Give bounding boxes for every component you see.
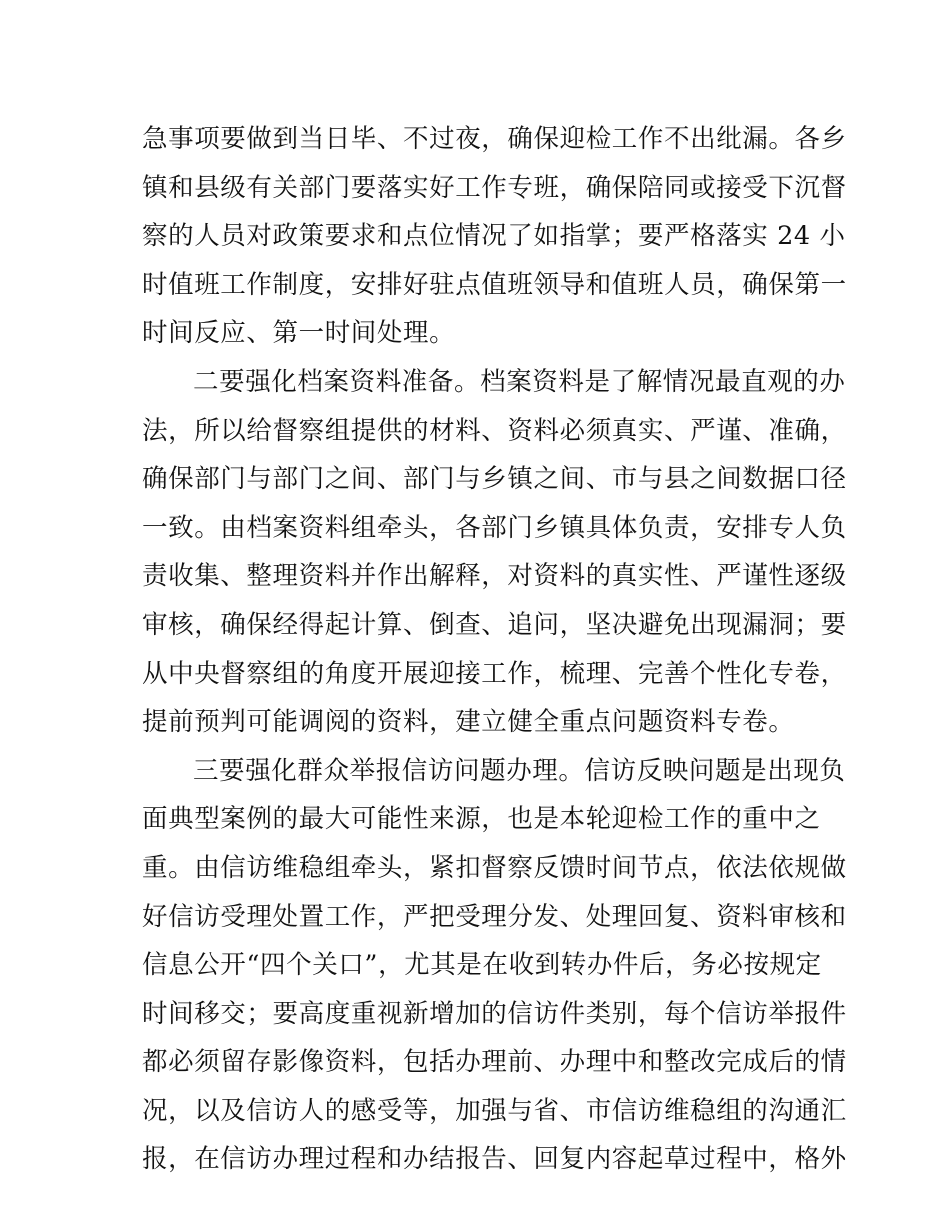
text-line: 面典型案例的最大可能性来源，也是本轮迎检工作的重中之 xyxy=(142,804,821,835)
text-line: 镇和县级有关部门要落实好工作专班，确保陪同或接受下沉督 xyxy=(142,172,847,203)
text-line: 时间移交；要高度重视新增加的信访件类别，每个信访举报件 xyxy=(142,998,847,1029)
text-line: 提前预判可能调阅的资料，建立健全重点问题资料专卷。 xyxy=(142,707,795,738)
text-line: 时值班工作制度，安排好驻点值班领导和值班人员，确保第一 xyxy=(142,269,847,300)
document-body xyxy=(142,115,847,1184)
text-line: 察的人员对政策要求和点位情况了如指掌；要严格落实 24 小 xyxy=(142,221,846,252)
paragraph-continuation xyxy=(142,115,847,358)
text-line: 况，以及信访人的感受等，加强与省、市信访维稳组的沟通汇 xyxy=(142,1095,847,1126)
text-line: 都必须留存影像资料，包括办理前、办理中和整改完成后的情 xyxy=(142,1047,847,1078)
text-line: 信息公开“四个关口”，尤其是在收到转办件后，务必按规定 xyxy=(142,950,822,981)
paragraph-archive-preparation xyxy=(142,358,847,747)
text-line: 时间反应、第一时间处理。 xyxy=(142,318,456,349)
text-line: 审核，确保经得起计算、倒查、追问，坚决避免出现漏洞；要 xyxy=(142,609,847,640)
text-line: 急事项要做到当日毕、不过夜，确保迎检工作不出纰漏。各乡 xyxy=(142,124,847,154)
text-line: 一致。由档案资料组牵头，各部门乡镇具体负责，安排专人负 xyxy=(142,512,847,543)
text-line: 责收集、整理资料并作出解释，对资料的真实性、严谨性逐级 xyxy=(142,561,847,592)
text-line: 确保部门与部门之间、部门与乡镇之间、市与县之间数据口径 xyxy=(142,464,847,495)
text-line: 法，所以给督察组提供的材料、资料必须真实、严谨、准确， xyxy=(142,415,847,446)
text-line: 重。由信访维稳组牵头，紧扣督察反馈时间节点，依法依规做 xyxy=(142,852,847,883)
text-line: 从中央督察组的角度开展迎接工作，梳理、完善个性化专卷， xyxy=(142,658,847,689)
text-line: 三要强化群众举报信访问题办理。信访反映问题是出现负 xyxy=(193,755,846,786)
text-line: 二要强化档案资料准备。档案资料是了解情况最直观的办 xyxy=(193,366,846,397)
text-line: 好信访受理处置工作，严把受理分发、处理回复、资料审核和 xyxy=(142,901,847,932)
text-line: 报，在信访办理过程和办结报告、回复内容起草过程中，格外 xyxy=(142,1144,847,1175)
paragraph-petition-handling xyxy=(142,747,847,1184)
